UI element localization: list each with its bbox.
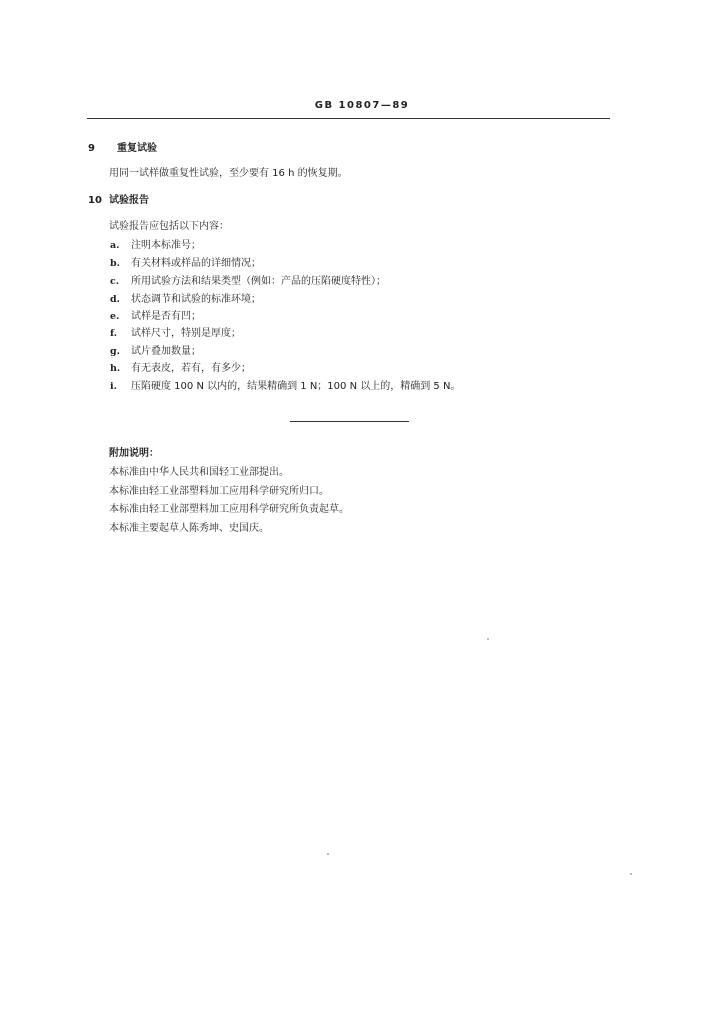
appendix-line: 本标准由轻工业部塑料加工应用科学研究所负责起草。: [109, 504, 349, 515]
list-item-text: 试样是否有凹；: [131, 311, 201, 322]
section-9-title: 重复试验: [117, 143, 157, 154]
list-item-text: 状态调节和试验的标准环境；: [131, 294, 261, 305]
list-item-text: 注明本标准号；: [131, 240, 201, 251]
section-10-number: 10: [88, 195, 102, 206]
standard-number-header: GB 10807—89: [314, 100, 410, 111]
appendix-line: 本标准主要起草人陈秀坤、史国庆。: [109, 523, 269, 534]
list-item-letter: e.: [110, 311, 120, 322]
list-item-letter: g.: [110, 346, 120, 357]
scan-speck: [487, 638, 489, 640]
list-item-letter: h.: [110, 363, 121, 374]
header-rule: [87, 118, 610, 119]
list-item-text: 有无表皮，若有，有多少；: [131, 363, 251, 374]
list-item-letter: i.: [110, 381, 117, 392]
section-10-title: 试验报告: [109, 195, 149, 206]
list-item-letter: a.: [110, 240, 120, 251]
scan-speck: [327, 853, 329, 855]
list-item-letter: d.: [110, 294, 120, 305]
list-item-text: 所用试验方法和结果类型（例如：产品的压陷硬度特性）；: [131, 276, 386, 287]
list-item-text: 有关材料或样品的详细情况；: [131, 258, 261, 269]
section-9-body: 用同一试样做重复性试验，至少要有 16 h 的恢复期。: [109, 168, 348, 179]
scan-speck: [630, 873, 632, 875]
appendix-line: 本标准由轻工业部塑料加工应用科学研究所归口。: [109, 486, 329, 497]
section-9-number: 9: [88, 143, 95, 154]
list-item-text: 试片叠加数量；: [131, 346, 201, 357]
list-item-letter: b.: [110, 258, 120, 269]
appendix-line: 本标准由中华人民共和国轻工业部提出。: [109, 467, 289, 478]
section-10-intro: 试验报告应包括以下内容：: [109, 221, 229, 232]
list-item-text: 压陷硬度 100 N 以内的，结果精确到 1 N；100 N 以上的，精确到 5 N。: [131, 381, 461, 392]
list-item-text: 试样尺寸，特别是厚度；: [131, 328, 241, 339]
section-divider: [290, 421, 409, 422]
appendix-title: 附加说明：: [109, 448, 159, 459]
list-item-letter: f.: [110, 328, 118, 339]
list-item-letter: c.: [110, 276, 120, 287]
